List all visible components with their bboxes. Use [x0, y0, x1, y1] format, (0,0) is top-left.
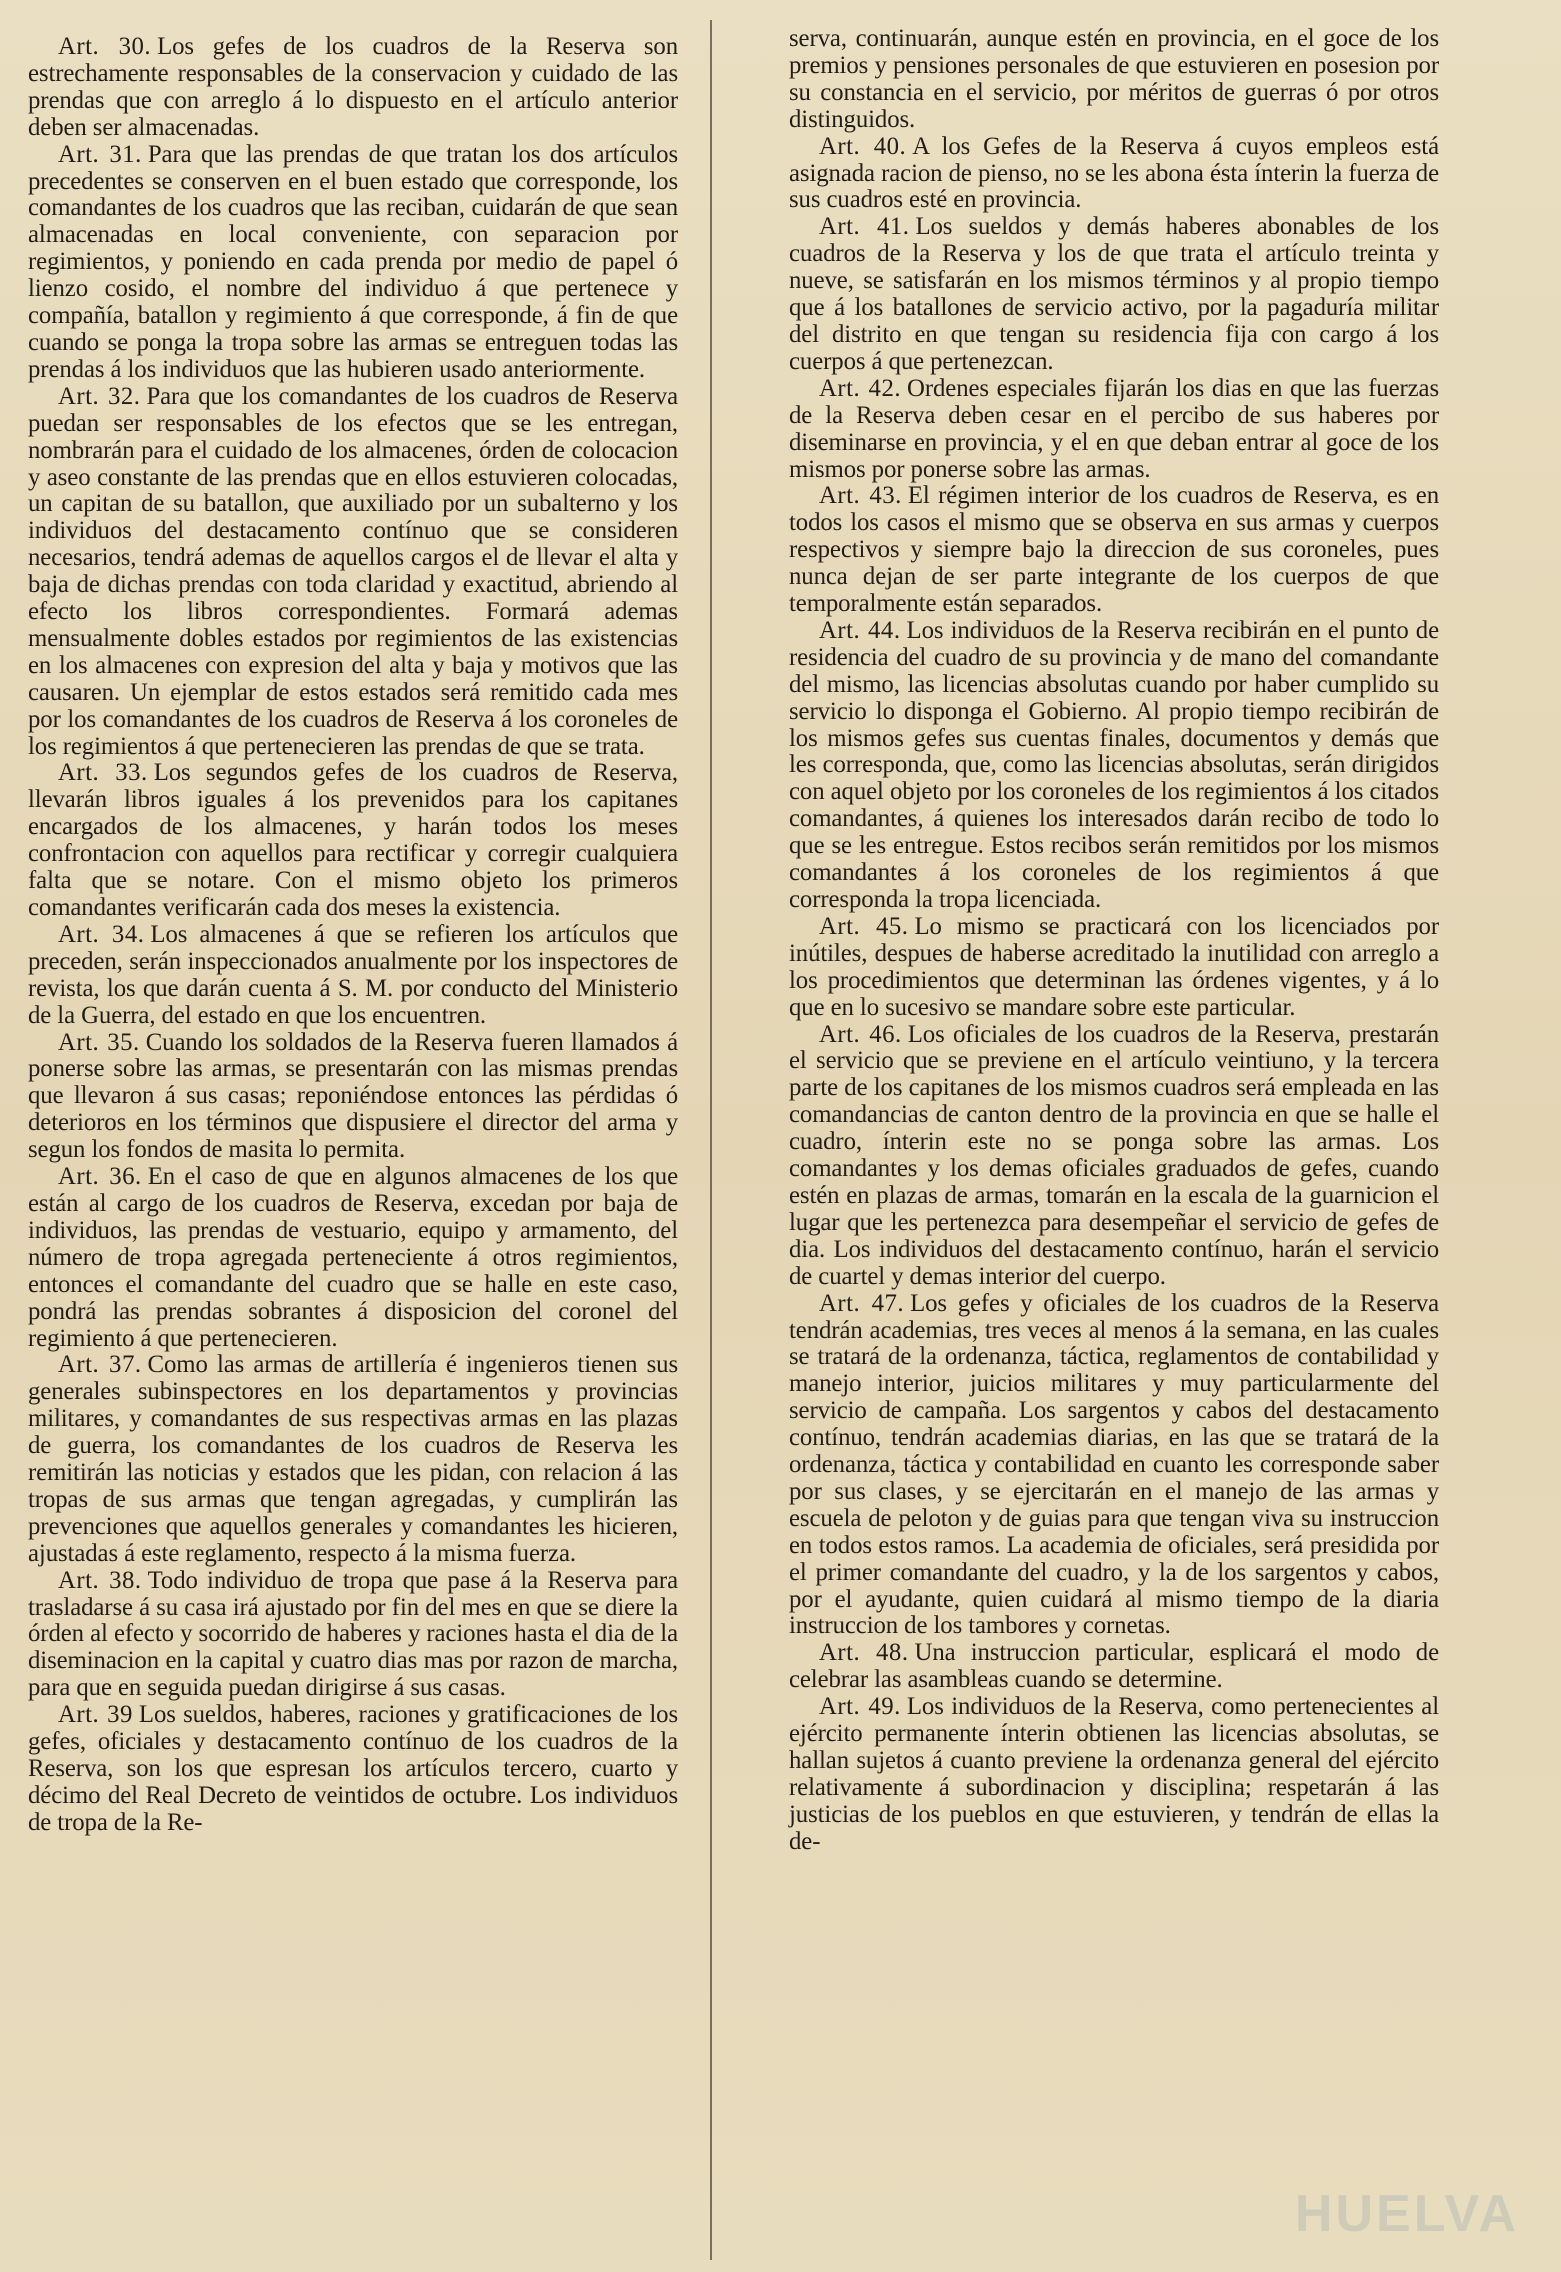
article-49 — [789, 1694, 1439, 1855]
article-label: Art. 43. — [819, 482, 902, 510]
article-label: Art. 47. — [819, 1289, 905, 1317]
article-42 — [789, 376, 1439, 484]
article-text: Los almacenes á que se refieren los artículos que preceden, serán inspeccionados anualmente por los inspectores de revista, los que darán cuenta á S. M. por conducto del Ministerio de la Guerra, del estado en que los encuentren. — [28, 920, 678, 1029]
article-39 — [28, 1702, 678, 1837]
left-column — [28, 34, 678, 1837]
article-30 — [28, 34, 678, 142]
article-text: Cuando los soldados de la Reserva fueren llamados á ponerse sobre las armas, se presentarán con las mismas prendas que llevaron á sus casas; reponiéndose entonces las pérdidas ó deterioros en los términos que dispusiere el director del arma y segun los fondos de masita lo permita. — [28, 1028, 678, 1164]
article-label: Art. 30. — [58, 33, 152, 60]
article-label: Art. 33. — [58, 759, 148, 787]
article-41 — [789, 214, 1439, 375]
article-text: Para que las prendas de que tratan los dos artículos precedentes se conserven en el buen estado que corresponde, los comandantes de los cuadros que las reciban, cuidarán de que sean almacenadas en local conveniente, con separacion por regimientos, y poniendo en cada prenda por medio de papel ó lienzo cosido, el nombre del individuo á que pertenece y compañía, batallon y regimiento á que corresponde, á fin de que cuando se ponga la tropa sobre las armas se entreguen todas las prendas á los individuos que las hubieren usado anteriormente. — [28, 140, 678, 383]
article-label: Art. 41. — [819, 213, 910, 241]
article-39-continuation: serva, continuarán, aunque estén en provincia, en el goce de los premios y pensiones personales de que estuvieren en posesion por su constancia en el servicio, por méritos de guerras ó por otros distinguidos. — [789, 25, 1439, 133]
article-text: Los gefes de los cuadros de la Reserva son estrechamente responsables de la conservacion y cuidado de las prendas que con arreglo á lo dispuesto en el artículo anterior deben ser almacenadas. — [28, 33, 678, 141]
article-48 — [789, 1640, 1439, 1694]
article-35 — [28, 1030, 678, 1165]
article-text: Ordenes especiales fijarán los dias en que las fuerzas de la Reserva deben cesar en el percibo de sus haberes por diseminarse en provincia, y el en que deban entrar al goce de los mismos por ponerse sobre las armas. — [789, 374, 1440, 483]
article-label: Art. 46. — [819, 1020, 902, 1048]
article-47 — [789, 1291, 1439, 1641]
article-label: Art. 42. — [819, 374, 902, 402]
article-45 — [789, 914, 1439, 1022]
article-text: Los segundos gefes de los cuadros de Reserva, llevarán libros iguales á los prevenidos para los capitanes encargados de los almacenes, y harán todos los meses confrontacion con aquellos para rectificar y corregir cualquiera falta que se notare. Con el mismo objeto los primeros comandantes verificarán cada dos meses la existencia. — [28, 759, 678, 921]
article-text: Los individuos de la Reserva, como pertenecientes al ejército permanente ínterin obtienen las licencias absolutas, se hallan sujetos á cuanto previene la ordenanza general del ejército relativamente á subordinacion y disciplina; respetarán á las justicias de los pueblos en que estuvieren, y tendrán de ellas la de- — [789, 1693, 1439, 1855]
article-text: Los sueldos y demás haberes abonables de los cuadros de la Reserva y los de que trata el artículo treinta y nueve, se satisfarán en los mismos términos y al propio tiempo que á los batallones de servicio activo, por la pagaduría militar del distrito en que tengan su residencia fija con cargo á los cuerpos á que pertenezcan. — [789, 213, 1439, 375]
article-46 — [789, 1022, 1439, 1291]
article-label: Art. 38. — [58, 1566, 142, 1594]
article-label: Art. 35. — [58, 1028, 140, 1056]
article-44 — [789, 618, 1439, 914]
article-label: Art. 37. — [58, 1351, 142, 1379]
article-text: Los sueldos, haberes, raciones y gratificaciones de los gefes, oficiales y destacamento contínuo de los cuadros de la Reserva, son los que espresan los artículos tercero, cuarto y décimo del Real Decreto de veintidos de octubre. Los individuos de tropa de la Re- — [28, 1701, 679, 1836]
article-text: El régimen interior de los cuadros de Reserva, es en todos los casos el mismo que se observa en sus armas y cuerpos respectivos y siempre bajo la direccion de sus coroneles, pues nunca dejan de ser parte integrante de los cuerpos de que temporalmente están separados. — [789, 482, 1439, 618]
article-text: A los Gefes de la Reserva á cuyos empleos está asignada racion de pienso, no se les abona ésta ínterin la fuerza de sus cuadros esté en provincia. — [789, 132, 1439, 214]
article-label: Art. 45. — [819, 912, 909, 940]
article-text: Como las armas de artillería é ingenieros tienen sus generales subinspectores en los departamentos y provincias militares, y comandantes de sus respectivas armas en las plazas de guerra, los comandantes de los cuadros de Reserva les remitirán las noticias y estados que les pidan, con relacion á las tropas de sus armas que tengan agregadas, y cumplirán las prevenciones que aquellos generales y comandantes les hicieren, ajustadas á este reglamento, respecto á la misma fuerza. — [28, 1351, 678, 1567]
article-33 — [28, 760, 678, 921]
article-text: Los gefes y oficiales de los cuadros de la Reserva tendrán academias, tres veces al menos á la semana, en las cuales se tratará de la ordenanza, táctica, reglamentos de contabilidad y manejo interior, juicios militares y muy particularmente del servicio de campaña. Los sargentos y cabos del destacamento contínuo, tendrán academias diarias, en las que se tratará de la ordenanza, táctica y contabilidad en cuanto les corresponde saber por sus clases, y se ejercitarán en el manejo de las armas y escuela de peloton y de guias para que tengan viva su instruccion en todos estos ramos. La academia de oficiales, será presidida por el primer comandante del cuadro, y la de los sargentos y cabos, por el ayudante, quien cuidará al mismo tiempo de la diaria instruccion de los tambores y cornetas. — [789, 1289, 1439, 1640]
article-37 — [28, 1352, 678, 1567]
article-label: Art. 34. — [58, 920, 145, 948]
article-label: Art. 39 — [58, 1701, 133, 1729]
article-31 — [28, 142, 678, 384]
article-label: Art. 32. — [58, 382, 141, 410]
article-text: Lo mismo se practicará con los licenciados por inútiles, despues de haberse acreditado la inutilidad con arreglo a los procedimientos que determinan las órdenes vigentes, y á lo que en lo sucesivo se mandare sobre este particular. — [789, 912, 1439, 1021]
article-34 — [28, 922, 678, 1030]
article-32 — [28, 384, 678, 761]
article-label: Art. 31. — [58, 140, 142, 168]
right-column — [789, 26, 1439, 1856]
article-40 — [789, 134, 1439, 215]
article-text: Una instruccion particular, esplicará el modo de celebrar las asambleas cuando se determine. — [789, 1639, 1439, 1694]
article-label: Art. 48. — [819, 1639, 909, 1667]
article-text: Todo individuo de tropa que pase á la Reserva para trasladarse á su casa irá ajustado por fin del mes en que se diere la órden al efecto y socorrido de haberes y raciones hasta el dia de la diseminacion en la capital y cuatro dias mas por razon de marcha, para que en seguida puedan dirigirse á sus casas. — [28, 1566, 678, 1702]
article-text: Para que los comandantes de los cuadros de Reserva puedan ser responsables de los efectos que se les entregan, nombrarán para el cuidado de los almacenes, órden de colocacion y aseo constante de las prendas que en ellos estuvieren colocadas, un capitan de su batallon, que auxiliado por un subalterno y los individuos del destacamento contínuo que se consideren necesarios, tendrá ademas de aquellos cargos el de llevar el alta y baja de dichas prendas con toda claridad y exactitud, abriendo al efecto los libros correspondientes. Formará ademas mensualmente dobles estados por regimientos de las existencias en los almacenes con expresion del alta y baja y motivos que las causaren. Un ejemplar de estos estados será remitido cada mes por los comandantes de los cuadros de Reserva á los coroneles de los regimientos á que pertenecieren las prendas de que se trata. — [28, 382, 678, 760]
article-43 — [789, 483, 1439, 618]
article-label: Art. 49. — [819, 1693, 901, 1721]
article-text: En el caso de que en algunos almacenes de los que están al cargo de los cuadros de Reserva, excedan por baja de individuos, las prendas de vestuario, equipo y armamento, del número de tropa agregada perteneciente á otros regimientos, entonces el comandante del cuadro que se halle en este caso, pondrá las prendas sobrantes á disposicion del coronel del regimiento á que pertenecieren. — [28, 1163, 679, 1352]
article-text: Los oficiales de los cuadros de la Reserva, prestarán el servicio que se previene en el artículo veintiuno, y la tercera parte de los capitanes de los mismos cuadros será empleada en las comandancias de canton dentro de la provincia en que se halle el cuadro, ínterin este no se ponga sobre las armas. Los comandantes y los demas oficiales graduados de gefes, cuando estén en plazas de armas, tomarán en la escala de la guarnicion el lugar que les pertenezca para desempeñar el servicio de gefes de dia. Los individuos del destacamento contínuo, harán el servicio de cuartel y demas interior del cuerpo. — [789, 1020, 1440, 1290]
article-38 — [28, 1568, 678, 1703]
watermark-text: HUELVA — [1294, 2185, 1519, 2243]
article-label: Art. 36. — [58, 1163, 142, 1191]
article-label: Art. 44. — [819, 616, 901, 644]
column-divider — [710, 20, 712, 2260]
archive-watermark — [1294, 2154, 1519, 2244]
article-text: Los individuos de la Reserva recibirán en el punto de residencia del cuadro de su provincia y de mano del comandante del mismo, las licencias absolutas cuando por haber cumplido su servicio lo disponga el Gobierno. Al propio tiempo recibirán de los mismos gefes sus cuentas finales, documentos y demás que les corresponda, que, como las licencias absolutas, serán dirigidos con aquel objeto por los coroneles de los regimientos á los citados comandantes, á quienes los interesados darán recibo de todo lo que se les entregue. Estos recibos serán remitidos por los mismos comandantes á los coroneles de los regimientos á que corresponda la tropa licenciada. — [789, 616, 1440, 913]
article-label: Art. 40. — [819, 132, 907, 160]
article-36 — [28, 1164, 678, 1352]
